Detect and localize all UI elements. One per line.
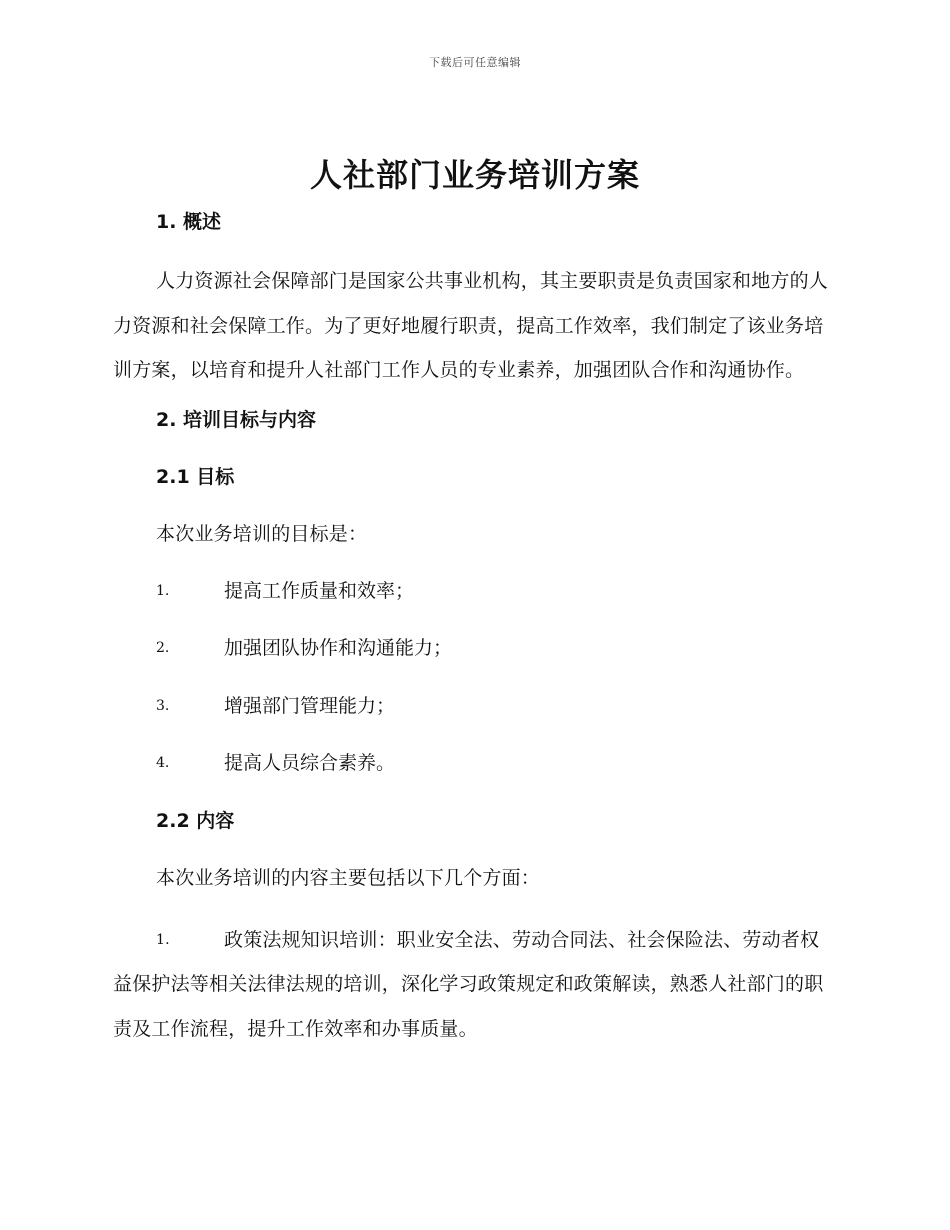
list-item-text: 提高工作质量和效率； <box>224 579 415 602</box>
list-item-number: 4. <box>156 755 170 771</box>
document-body <box>113 205 838 1051</box>
list-item <box>113 574 838 632</box>
overview-paragraph: 人力资源社会保障部门是国家公共事业机构，其主要职责是负责国家和地方的人力资源和社会保障工作。为了更好地履行职责，提高工作效率，我们制定了该业务培训方案，以培育和提升人社部门工作人员的专业素养，加强团队合作和沟通协作。 <box>113 270 829 381</box>
list-item <box>113 689 838 747</box>
section-heading-goals: 2.1 目标 <box>156 465 235 488</box>
list-item-text: 加强团队协作和沟通能力； <box>224 637 453 659</box>
list-item-number: 1. <box>156 582 170 599</box>
section-heading-content: 2.2 内容 <box>156 809 235 832</box>
list-item-text: 政策法规知识培训：职业安全法、劳动合同法、社会保险法、劳动者权益保护法等相关法律法规的培训，深化学习政策规定和政策解读，熟悉人社部门的职责及工作流程，提升工作效率和办事质量。 <box>113 928 824 1040</box>
page-header: 下载后可任意编辑 <box>429 56 521 69</box>
list-item <box>113 918 838 1052</box>
list-item-number: 1. <box>156 931 170 948</box>
section-heading-overview: 1. 概述 <box>156 211 222 233</box>
goals-intro: 本次业务培训的目标是： <box>156 522 368 545</box>
section-heading-goals-content: 2. 培训目标与内容 <box>156 408 317 431</box>
list-item-number: 2. <box>156 640 170 656</box>
list-item-text: 提高人员综合素养。 <box>224 752 396 774</box>
list-item <box>113 746 838 804</box>
content-intro: 本次业务培训的内容主要包括以下几个方面： <box>156 866 541 889</box>
list-item-number: 3. <box>156 697 170 714</box>
list-item <box>113 631 838 689</box>
document-title: 人社部门业务培训方案 <box>309 156 640 194</box>
list-item-text: 增强部门管理能力； <box>224 694 396 717</box>
